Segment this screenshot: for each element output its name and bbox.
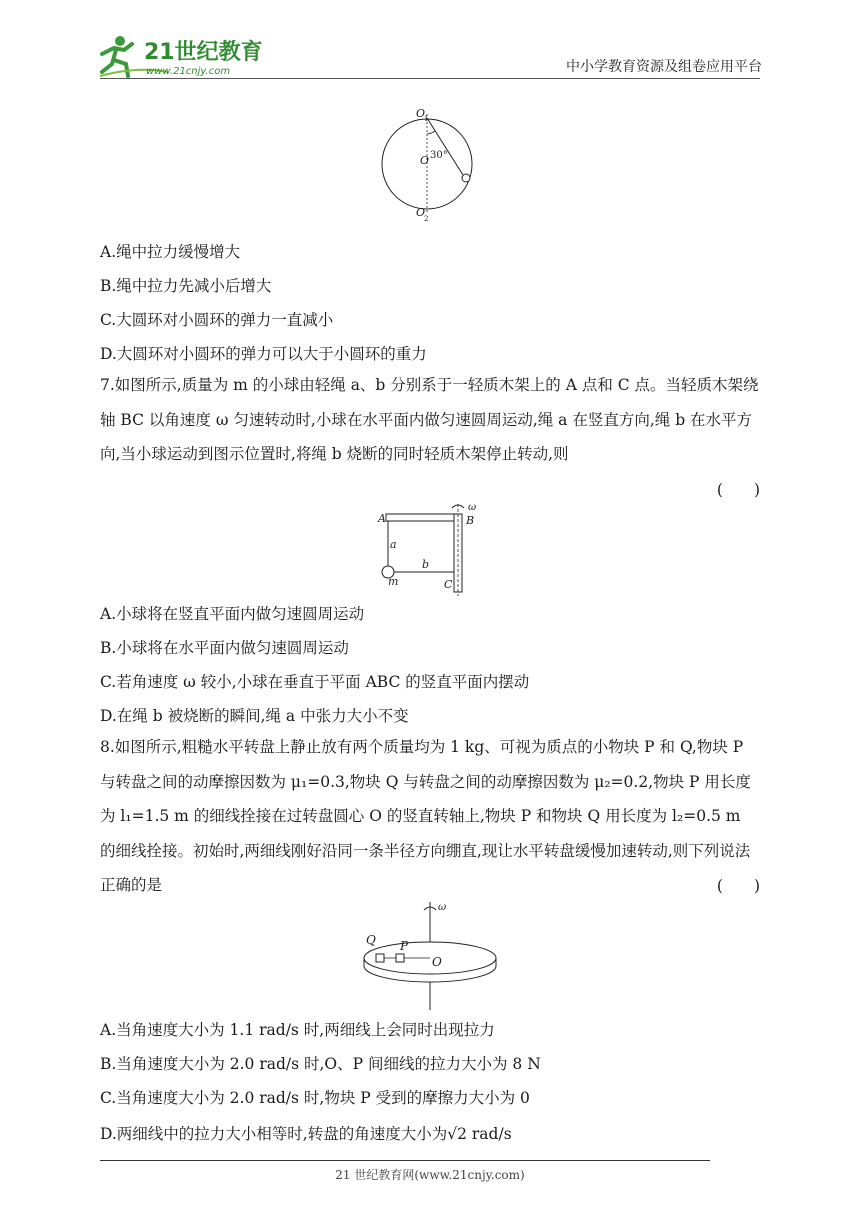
svg-text:A: A	[378, 512, 386, 525]
svg-text:ω: ω	[438, 902, 447, 913]
svg-text:O: O	[416, 107, 426, 120]
q8-option-b: B.当角速度大小为 2.0 rad/s 时,O、P 间细线的拉力大小为 8 N	[100, 1055, 541, 1073]
figure-wooden-frame	[376, 500, 496, 600]
svg-text:O: O	[432, 955, 442, 969]
svg-text:O: O	[416, 206, 426, 219]
svg-text:m: m	[388, 575, 399, 588]
svg-text:ω: ω	[468, 502, 477, 513]
footer-divider	[100, 1160, 710, 1161]
header-divider	[100, 78, 760, 79]
q8-option-d: D.两细线中的拉力大小相等时,转盘的角速度大小为√2 rad/s	[100, 1125, 512, 1143]
figure-ring-diagram	[380, 104, 480, 228]
q6-option-c: C.大圆环对小圆环的弹力一直减小	[100, 311, 334, 329]
q8-option-a: A.当角速度大小为 1.1 rad/s 时,两细线上会同时出现拉力	[100, 1021, 495, 1039]
svg-text:b: b	[422, 558, 430, 571]
q7-option-b: B.小球将在水平面内做匀速圆周运动	[100, 639, 349, 657]
svg-text:B: B	[466, 514, 475, 527]
svg-text:www.21cnjy.com: www.21cnjy.com	[146, 66, 231, 77]
q8-answer-bracket: ( )	[716, 877, 760, 895]
svg-text:C: C	[444, 578, 453, 591]
q8-option-c: C.当角速度大小为 2.0 rad/s 时,物块 P 受到的摩擦力大小为 0	[100, 1089, 530, 1107]
svg-text:P: P	[400, 939, 409, 953]
svg-text:2: 2	[424, 215, 429, 223]
footer-text: 21 世纪教育网(www.21cnjy.com)	[335, 1168, 525, 1182]
q7-stem: 7.如图所示,质量为 m 的小球由轻绳 a、b 分别系于一轻质木架上的 A 点和 C 点。当轻质木架绕轴 BC 以角速度 ω 匀速转动时,小球在水平面内做匀速圆周运动,绳 a 在竖直方向,绳 b 在水平方向,当小球运动到图示位置时,将绳 b 烧断的同时轻质木架停止转动,则	[100, 376, 759, 463]
svg-text:O: O	[420, 154, 430, 167]
q7-option-d: D.在绳 b 被烧断的瞬间,绳 a 中张力大小不变	[100, 707, 409, 725]
q7-option-a: A.小球将在竖直平面内做匀速圆周运动	[100, 605, 365, 623]
q7-option-c: C.若角速度 ω 较小,小球在垂直于平面 ABC 的竖直平面内摆动	[100, 673, 530, 691]
q6-option-b: B.绳中拉力先减小后增大	[100, 277, 272, 295]
svg-text:a: a	[390, 538, 397, 551]
platform-name: 中小学教育资源及组卷应用平台	[566, 59, 762, 75]
svg-text:1: 1	[424, 115, 429, 123]
q8-stem: 8.如图所示,粗糙水平转盘上静止放有两个质量均为 1 kg、可视为质点的小物块 P 和 Q,物块 P 与转盘之间的动摩擦因数为 μ₁=0.3,物块 Q 与转盘之间的动摩擦因数为 μ₂=0.2,物块 P 用长度为 l₁=1.5 m 的细线拴接在过转盘圆心 O 的竖直转轴上,物块 P 和物块 Q 用长度为 l₂=0.5 m 的细线拴接。初始时,两细线刚好沿同一条半径方向绷直,现让水平转盘缓慢加速转动,则下列说法正确的是	[100, 738, 751, 894]
q6-option-a: A.绳中拉力缓慢增大	[100, 243, 241, 261]
figure-turntable	[362, 898, 502, 1012]
q6-option-d: D.大圆环对小圆环的弹力可以大于小圆环的重力	[100, 345, 427, 363]
svg-text:30°: 30°	[430, 150, 448, 161]
svg-text:Q: Q	[366, 933, 376, 947]
site-logo	[98, 32, 268, 82]
q7-answer-bracket: ( )	[716, 481, 760, 499]
svg-text:21世纪教育: 21世纪教育	[144, 40, 263, 65]
